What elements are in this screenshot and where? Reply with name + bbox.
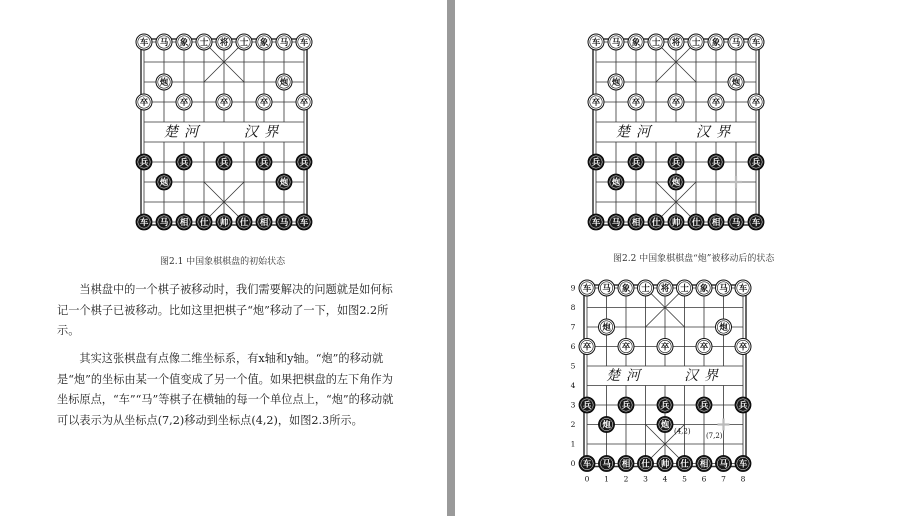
black-piece bbox=[618, 397, 634, 413]
red-piece bbox=[276, 34, 292, 50]
red-piece bbox=[608, 34, 624, 50]
river-text-right: 汉界 bbox=[695, 124, 737, 141]
red-piece bbox=[599, 280, 615, 296]
y-axis-tick-label: 3 bbox=[570, 400, 576, 410]
piece-label: 士 bbox=[199, 37, 209, 48]
black-piece bbox=[657, 456, 673, 472]
red-piece bbox=[176, 94, 192, 110]
black-piece bbox=[728, 214, 744, 230]
piece-label: 仕 bbox=[239, 217, 249, 228]
black-piece bbox=[196, 214, 212, 230]
red-piece bbox=[748, 94, 764, 110]
piece-label: 士 bbox=[239, 37, 249, 48]
piece-label: 车 bbox=[299, 37, 309, 48]
red-piece bbox=[735, 280, 751, 296]
piece-label: 卒 bbox=[259, 97, 269, 108]
piece-label: 象 bbox=[621, 283, 631, 294]
piece-label: 将 bbox=[671, 37, 681, 48]
paragraph-1: 当棋盘中的一个棋子被移动时，我们需要解决的问题就是如何标记一个棋子已被移动。比如这里把棋子“炮”移动了一下，如图2.2所示。 bbox=[57, 283, 393, 337]
piece-label: 马 bbox=[719, 283, 728, 294]
piece-label: 炮 bbox=[159, 77, 169, 88]
x-axis-tick-label: 3 bbox=[643, 474, 648, 484]
x-axis-tick-label: 5 bbox=[682, 474, 687, 484]
piece-label: 炮 bbox=[731, 77, 741, 88]
piece-label: 炮 bbox=[159, 177, 169, 188]
x-axis-tick-label: 1 bbox=[604, 474, 609, 484]
black-piece bbox=[638, 456, 654, 472]
piece-label: 兵 bbox=[699, 400, 709, 411]
vacated-position-marker bbox=[730, 176, 742, 188]
black-piece bbox=[618, 456, 634, 472]
red-piece bbox=[677, 280, 693, 296]
red-piece bbox=[628, 34, 644, 50]
vacated-position-marker bbox=[718, 419, 730, 431]
piece-label: 马 bbox=[719, 458, 728, 469]
black-piece bbox=[588, 214, 604, 230]
board-with-coordinates bbox=[569, 276, 785, 486]
piece-label: 象 bbox=[699, 283, 709, 294]
piece-label: 马 bbox=[279, 217, 289, 228]
black-piece bbox=[176, 214, 192, 230]
piece-label: 帅 bbox=[671, 217, 681, 228]
piece-label: 卒 bbox=[179, 97, 189, 108]
black-piece bbox=[276, 214, 292, 230]
red-piece bbox=[657, 280, 673, 296]
x-axis-tick-label: 2 bbox=[623, 474, 629, 484]
piece-label: 卒 bbox=[711, 97, 721, 108]
black-piece bbox=[608, 214, 624, 230]
red-piece bbox=[136, 34, 152, 50]
red-piece bbox=[748, 34, 764, 50]
black-piece bbox=[136, 214, 152, 230]
piece-label: 仕 bbox=[691, 217, 701, 228]
piece-label: 车 bbox=[738, 283, 748, 294]
piece-label: 兵 bbox=[660, 400, 670, 411]
piece-label: 车 bbox=[299, 217, 309, 228]
black-piece bbox=[176, 154, 192, 170]
piece-label: 卒 bbox=[671, 97, 681, 108]
red-piece bbox=[638, 280, 654, 296]
red-piece bbox=[657, 339, 673, 355]
river-text-left: 楚河 bbox=[606, 368, 646, 385]
piece-label: 兵 bbox=[671, 157, 681, 168]
piece-label: 将 bbox=[219, 37, 229, 48]
piece-label: 马 bbox=[279, 37, 289, 48]
piece-label: 炮 bbox=[602, 322, 611, 333]
piece-label: 炮 bbox=[671, 177, 681, 188]
label-coordinate-from: (7,2) bbox=[705, 432, 723, 441]
black-piece bbox=[216, 154, 232, 170]
piece-label: 兵 bbox=[582, 400, 592, 411]
piece-label: 车 bbox=[751, 217, 761, 228]
x-axis-tick-label: 7 bbox=[721, 474, 726, 484]
red-piece bbox=[156, 34, 172, 50]
red-piece bbox=[588, 94, 604, 110]
piece-label: 车 bbox=[591, 217, 601, 228]
piece-label: 炮 bbox=[602, 419, 611, 430]
piece-label: 仕 bbox=[199, 217, 209, 228]
black-piece bbox=[657, 397, 673, 413]
red-piece bbox=[716, 319, 732, 335]
piece-label: 车 bbox=[738, 458, 748, 469]
piece-label: 马 bbox=[159, 37, 169, 48]
moving-cannon-piece bbox=[657, 417, 673, 433]
piece-label: 士 bbox=[680, 283, 689, 294]
y-axis-tick-label: 7 bbox=[570, 322, 576, 332]
piece-label: 卒 bbox=[699, 341, 709, 352]
piece-label: 马 bbox=[731, 217, 741, 228]
piece-label: 兵 bbox=[259, 157, 269, 168]
red-piece bbox=[618, 280, 634, 296]
left-page bbox=[0, 0, 447, 516]
red-piece bbox=[156, 74, 172, 90]
y-axis-tick-label: 1 bbox=[570, 439, 576, 449]
piece-label: 士 bbox=[641, 283, 650, 294]
black-piece bbox=[735, 456, 751, 472]
red-piece bbox=[708, 34, 724, 50]
piece-label: 卒 bbox=[139, 97, 149, 108]
red-piece bbox=[136, 94, 152, 110]
red-piece bbox=[196, 34, 212, 50]
piece-label: 兵 bbox=[621, 400, 631, 411]
piece-label: 车 bbox=[139, 37, 149, 48]
piece-label: 兵 bbox=[139, 157, 149, 168]
red-piece bbox=[668, 34, 684, 50]
black-piece bbox=[156, 174, 172, 190]
black-piece bbox=[735, 397, 751, 413]
y-axis-tick-label: 6 bbox=[570, 342, 576, 351]
red-piece bbox=[618, 339, 634, 355]
black-piece bbox=[579, 397, 595, 413]
black-piece bbox=[136, 154, 152, 170]
piece-label: 兵 bbox=[591, 157, 601, 168]
piece-label: 士 bbox=[691, 37, 701, 48]
right-page bbox=[455, 0, 900, 516]
x-axis-tick-label: 4 bbox=[662, 474, 668, 484]
piece-label: 卒 bbox=[299, 97, 309, 108]
piece-label: 马 bbox=[611, 217, 621, 228]
label-coordinate-to: (4,2) bbox=[674, 427, 691, 436]
piece-label: 兵 bbox=[751, 157, 761, 168]
piece-label: 马 bbox=[602, 458, 611, 469]
black-piece bbox=[748, 214, 764, 230]
red-piece bbox=[236, 34, 252, 50]
red-piece bbox=[728, 34, 744, 50]
piece-label: 相 bbox=[631, 217, 641, 228]
piece-label: 马 bbox=[159, 217, 169, 228]
red-piece bbox=[716, 280, 732, 296]
black-piece bbox=[716, 456, 732, 472]
piece-label: 仕 bbox=[651, 217, 661, 228]
black-piece bbox=[696, 397, 712, 413]
red-piece bbox=[608, 74, 624, 90]
black-piece bbox=[708, 214, 724, 230]
black-piece bbox=[688, 214, 704, 230]
piece-label: 卒 bbox=[660, 341, 670, 352]
red-piece bbox=[256, 94, 272, 110]
piece-label: 兵 bbox=[219, 157, 229, 168]
piece-label: 马 bbox=[731, 37, 741, 48]
piece-label: 帅 bbox=[219, 217, 229, 228]
red-piece bbox=[708, 94, 724, 110]
red-piece bbox=[648, 34, 664, 50]
piece-label: 炮 bbox=[279, 177, 289, 188]
piece-label: 帅 bbox=[660, 458, 670, 469]
piece-label: 卒 bbox=[751, 97, 761, 108]
piece-label: 炮 bbox=[719, 322, 728, 333]
piece-label: 兵 bbox=[711, 157, 721, 168]
piece-label: 兵 bbox=[738, 400, 748, 411]
black-piece bbox=[708, 154, 724, 170]
y-axis-tick-label: 9 bbox=[570, 283, 576, 293]
black-piece bbox=[216, 214, 232, 230]
river-text-left: 楚河 bbox=[615, 124, 657, 141]
piece-label: 炮 bbox=[660, 419, 670, 430]
black-piece bbox=[579, 456, 595, 472]
piece-label: 马 bbox=[611, 37, 621, 48]
piece-label: 将 bbox=[660, 283, 670, 294]
piece-label: 炮 bbox=[611, 177, 621, 188]
river-text-left: 楚河 bbox=[163, 124, 205, 141]
piece-label: 象 bbox=[711, 37, 721, 48]
piece-label: 象 bbox=[631, 37, 641, 48]
red-piece bbox=[696, 280, 712, 296]
x-axis-tick-label: 6 bbox=[701, 474, 707, 484]
red-piece bbox=[735, 339, 751, 355]
piece-label: 车 bbox=[582, 458, 592, 469]
figure-caption-2-2: 图2.2 中国象棋棋盘“炮”被移动后的状态 bbox=[613, 254, 775, 264]
piece-label: 卒 bbox=[219, 97, 229, 108]
red-piece bbox=[628, 94, 644, 110]
piece-label: 车 bbox=[582, 283, 592, 294]
river-text-right: 汉界 bbox=[243, 124, 285, 141]
red-piece bbox=[688, 34, 704, 50]
x-axis-tick-label: 8 bbox=[740, 474, 746, 484]
piece-label: 兵 bbox=[631, 157, 641, 168]
black-piece bbox=[256, 214, 272, 230]
moving-cannon-piece bbox=[276, 174, 292, 190]
black-piece bbox=[599, 456, 615, 472]
red-piece bbox=[599, 319, 615, 335]
moving-cannon-piece bbox=[668, 174, 684, 190]
piece-label: 车 bbox=[591, 37, 601, 48]
black-piece bbox=[748, 154, 764, 170]
y-axis-tick-label: 5 bbox=[570, 361, 576, 371]
piece-label: 象 bbox=[259, 37, 269, 48]
piece-label: 卒 bbox=[591, 97, 601, 108]
piece-label: 象 bbox=[179, 37, 189, 48]
piece-label: 炮 bbox=[611, 77, 621, 88]
piece-label: 相 bbox=[711, 217, 721, 228]
piece-label: 卒 bbox=[738, 341, 748, 352]
red-piece bbox=[668, 94, 684, 110]
figure-caption-2-1: 图2.1 中国象棋棋盘的初始状态 bbox=[160, 257, 286, 267]
black-piece bbox=[628, 214, 644, 230]
black-piece bbox=[668, 154, 684, 170]
red-piece bbox=[579, 280, 595, 296]
red-piece bbox=[296, 34, 312, 50]
black-piece bbox=[296, 154, 312, 170]
black-piece bbox=[668, 214, 684, 230]
piece-label: 相 bbox=[179, 217, 189, 228]
black-piece bbox=[156, 214, 172, 230]
red-piece bbox=[276, 74, 292, 90]
piece-label: 卒 bbox=[621, 341, 631, 352]
red-piece bbox=[579, 339, 595, 355]
piece-label: 相 bbox=[259, 217, 269, 228]
black-piece bbox=[599, 417, 615, 433]
red-piece bbox=[296, 94, 312, 110]
piece-label: 兵 bbox=[299, 157, 309, 168]
page-divider bbox=[447, 0, 455, 516]
piece-label: 仕 bbox=[680, 458, 689, 469]
piece-label: 兵 bbox=[179, 157, 189, 168]
piece-label: 仕 bbox=[641, 458, 650, 469]
black-piece bbox=[588, 154, 604, 170]
piece-label: 车 bbox=[139, 217, 149, 228]
piece-label: 卒 bbox=[582, 341, 592, 352]
black-piece bbox=[628, 154, 644, 170]
y-axis-tick-label: 4 bbox=[570, 381, 576, 390]
y-axis-tick-label: 0 bbox=[570, 459, 576, 468]
piece-label: 马 bbox=[602, 283, 611, 294]
black-piece bbox=[608, 174, 624, 190]
red-piece bbox=[588, 34, 604, 50]
board-initial-state bbox=[125, 28, 325, 233]
paragraph-2: 其实这张棋盘有点像二维坐标系，有x轴和y轴。“炮”的移动就是“炮”的坐标由某一个值变成了另一个值。如果把棋盘的左下角作为坐标原点，“车”“马”等棋子在横轴的每一个单位点上，“炮”的移动就可以表示为从坐标点(7,2)移动到坐标点(4,2)，如图2.3所示。 bbox=[57, 352, 394, 427]
red-piece bbox=[696, 339, 712, 355]
black-piece bbox=[296, 214, 312, 230]
black-piece bbox=[256, 154, 272, 170]
piece-label: 车 bbox=[751, 37, 761, 48]
red-piece bbox=[216, 94, 232, 110]
black-piece bbox=[648, 214, 664, 230]
y-axis-tick-label: 2 bbox=[570, 420, 576, 429]
piece-label: 相 bbox=[699, 458, 709, 469]
board-after-move bbox=[583, 28, 783, 233]
red-piece bbox=[216, 34, 232, 50]
piece-label: 卒 bbox=[631, 97, 641, 108]
red-piece bbox=[176, 34, 192, 50]
black-piece bbox=[696, 456, 712, 472]
red-piece bbox=[728, 74, 744, 90]
piece-label: 炮 bbox=[279, 77, 289, 88]
river-text-right: 汉界 bbox=[684, 368, 724, 385]
red-piece bbox=[256, 34, 272, 50]
x-axis-tick-label: 0 bbox=[584, 474, 590, 484]
black-piece bbox=[236, 214, 252, 230]
black-piece bbox=[677, 456, 693, 472]
piece-label: 士 bbox=[651, 37, 661, 48]
piece-label: 相 bbox=[621, 458, 631, 469]
y-axis-tick-label: 8 bbox=[570, 303, 576, 312]
